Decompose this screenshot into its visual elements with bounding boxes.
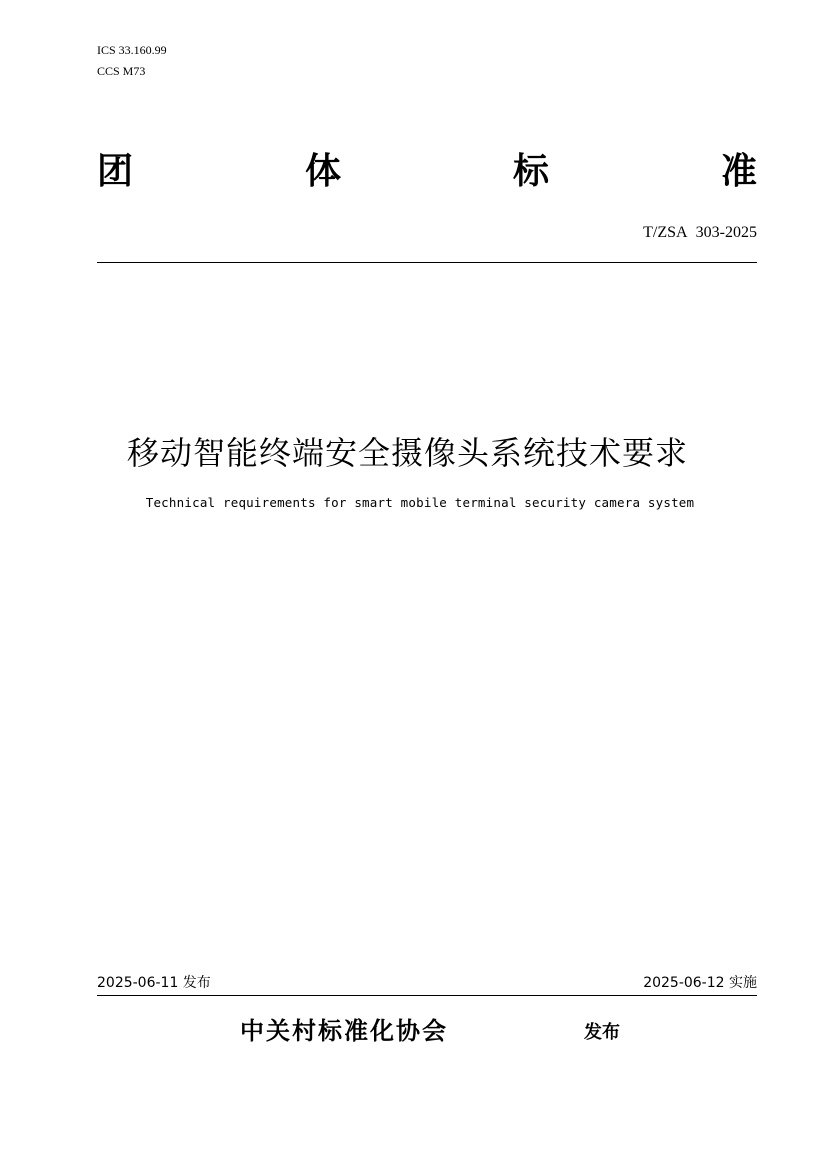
ccs-code: CCS M73	[97, 64, 146, 78]
publish-label: 发布	[584, 1022, 620, 1043]
title-english: Technical requirements for smart mobile terminal security camera system	[145, 495, 695, 510]
doc-type-char-1: 团	[97, 151, 134, 192]
footer-divider	[97, 995, 757, 996]
classification-codes	[97, 40, 167, 82]
title-chinese: 移动智能终端安全摄像头系统技术要求	[126, 434, 688, 472]
doc-type-char-4: 准	[720, 151, 757, 192]
doc-type-char-3: 标	[512, 151, 549, 192]
issue-date: 2025-06-11 发布	[97, 975, 211, 991]
ics-code: ICS 33.160.99	[97, 43, 167, 57]
document-type-heading	[97, 148, 757, 196]
standard-number: T/ZSA 303-2025	[643, 224, 757, 241]
doc-type-char-2: 体	[304, 151, 341, 192]
dates-row	[97, 973, 757, 993]
implementation-date: 2025-06-12 实施	[643, 975, 757, 991]
publisher-name: 中关村标准化协会	[240, 1017, 448, 1045]
header-divider	[97, 262, 757, 263]
